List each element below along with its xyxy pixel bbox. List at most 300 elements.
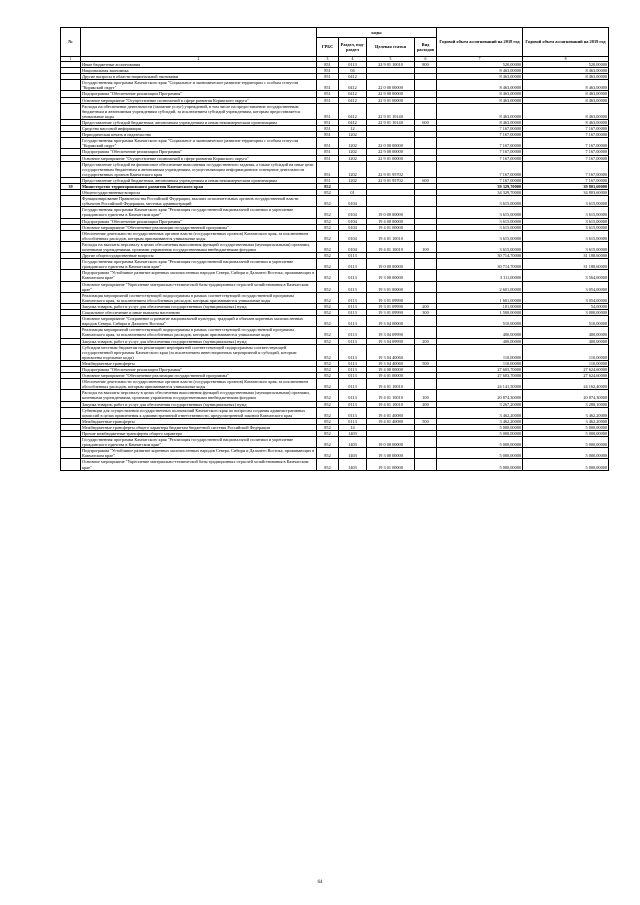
row-section: 0113: [339, 360, 367, 366]
table-row: [61, 448, 609, 459]
row-name: Субсидии местным бюджетам на реализацию мероприятий соответствующей подпрограммы соответствующей государственной программы Камчатского края (за исключением инвестиционных мероприятий и субсидий, которым присвоены отдельные коды): [81, 344, 317, 360]
row-amount-2019: 3 615,00000: [523, 241, 609, 252]
table-row: [61, 379, 609, 390]
row-name: Другие вопросы в области национальной экономики: [81, 74, 317, 80]
row-grbs: 852: [317, 316, 339, 327]
row-target: 19 3 04 40060: [367, 344, 415, 360]
row-grbs: 851: [317, 161, 339, 177]
table-row: [61, 259, 609, 270]
row-section: 1202: [339, 155, 367, 161]
row-amount-2019: 5 000,00000: [523, 459, 609, 470]
row-grbs: 852: [317, 190, 339, 196]
row-target: 19 3 01 00000: [367, 459, 415, 470]
table-body: [61, 62, 609, 471]
row-grbs: 852: [317, 431, 339, 437]
row-section: 0113: [339, 62, 367, 68]
row-target: 19 3 01 09990: [367, 310, 415, 316]
row-section: 0113: [339, 316, 367, 327]
row-amount-2018: 27 603,70000: [437, 366, 523, 372]
row-amount-2019: 27 624,60000: [523, 373, 609, 379]
row-name: Общегосударственные вопросы: [81, 190, 317, 196]
row-target: 22 9 01 00000: [367, 97, 415, 103]
row-section: 0113: [339, 366, 367, 372]
row-name: Государственная программа Камчатского края "Социальное и экономическое развитие территории с особым статусом "Корякский округ": [81, 138, 317, 149]
row-target: 19 3 04 09990: [367, 338, 415, 344]
row-grbs: 852: [317, 241, 339, 252]
row-name: Основное мероприятие "Укрепление материально-технической базы традиционных отраслей хозяйствования в Камчатском крае": [81, 281, 317, 292]
row-target: 19 4 01 40080: [367, 418, 415, 424]
column-index: 8: [523, 57, 609, 62]
row-amount-2018: 110,00000: [437, 360, 523, 366]
table-row: [61, 327, 609, 338]
row-name: Подпрограмма "Обеспечение реализации Программы": [81, 218, 317, 224]
row-grbs: 852: [317, 448, 339, 459]
row-number: [61, 316, 81, 327]
row-section: 0104: [339, 196, 367, 207]
row-amount-2019: 3 564,00000: [523, 270, 609, 281]
row-vr: [415, 316, 437, 327]
row-section: 1202: [339, 161, 367, 177]
table-row: [61, 437, 609, 448]
row-section: 1202: [339, 149, 367, 155]
row-section: 0104: [339, 218, 367, 224]
row-name: Прочие межбюджетные трансферты общего характера: [81, 431, 317, 437]
table-row: [61, 80, 609, 91]
row-vr: [415, 281, 437, 292]
row-vr: 200: [415, 303, 437, 309]
row-target: 22 9 01 95702: [367, 177, 415, 183]
row-amount-2019: 7 167,00000: [523, 155, 609, 161]
row-target: 19 3 01 09990: [367, 303, 415, 309]
row-amount-2019: 7 167,00000: [523, 149, 609, 155]
row-vr: 300: [415, 310, 437, 316]
row-grbs: 851: [317, 103, 339, 119]
row-name: Основное мероприятие "Укрепление материально-технической базы традиционных отраслей хозяйствования в Камчатском крае": [81, 459, 317, 470]
row-number: [61, 270, 81, 281]
row-amount-2018: 5 000,00000: [437, 459, 523, 470]
row-section: 0113: [339, 303, 367, 309]
row-target: 19 0 00 00000: [367, 259, 415, 270]
row-vr: 600: [415, 119, 437, 125]
row-amount-2018: 1 500,00000: [437, 310, 523, 316]
row-number: [61, 459, 81, 470]
row-section: 0113: [339, 390, 367, 401]
row-name: Государственная программа Камчатского края "Социальное и экономическое развитие территории с особым статусом "Корякский округ": [81, 80, 317, 91]
row-number: [61, 344, 81, 360]
row-number: 39: [61, 183, 81, 189]
row-section: 0113: [339, 418, 367, 424]
row-grbs: 852: [317, 373, 339, 379]
row-target: 19 4 01 10010: [367, 230, 415, 241]
row-amount-2019: 8 463,00000: [523, 74, 609, 80]
row-amount-2018: 7 167,00000: [437, 177, 523, 183]
row-grbs: 852: [317, 459, 339, 470]
row-section: 0113: [339, 327, 367, 338]
row-amount-2018: 400,00000: [437, 327, 523, 338]
row-grbs: 852: [317, 327, 339, 338]
table-row: [61, 390, 609, 401]
column-index: 1: [61, 57, 81, 62]
row-vr: [415, 207, 437, 218]
row-amount-2018: 7 167,00000: [437, 149, 523, 155]
row-vr: [415, 259, 437, 270]
row-number: [61, 407, 81, 418]
row-section: 0412: [339, 119, 367, 125]
budget-table: [60, 27, 609, 471]
row-number: [61, 379, 81, 390]
row-amount-2018: 520,00000: [437, 62, 523, 68]
header-name: [81, 28, 317, 57]
row-amount-2018: 3 267,20000: [437, 401, 523, 407]
row-amount-2019: 400,00000: [523, 338, 609, 344]
row-name: Основное мероприятие "Осуществление полномочий в сфере развития Корякского округа": [81, 155, 317, 161]
row-section: 1202: [339, 138, 367, 149]
header-target: Целевая статья: [367, 38, 415, 57]
row-amount-2018: 7 167,00000: [437, 132, 523, 138]
row-amount-2019: 7 167,00000: [523, 132, 609, 138]
row-section: 0412: [339, 74, 367, 80]
row-name: Подпрограмма "Обеспечение реализации Программы": [81, 91, 317, 97]
row-grbs: 852: [317, 230, 339, 241]
table-row: [61, 292, 609, 303]
row-amount-2019: 54,00000: [523, 303, 609, 309]
row-vr: [415, 161, 437, 177]
table-row: [61, 316, 609, 327]
row-number: [61, 196, 81, 207]
row-vr: 200: [415, 401, 437, 407]
row-target: 22 9 00 00000: [367, 91, 415, 97]
row-name: Социальное обеспечение и иные выплаты населению: [81, 310, 317, 316]
row-amount-2018: 27 603,70000: [437, 373, 523, 379]
row-name: Расходы на обеспечение деятельности (оказание услуг) учреждений, в том числе на предоставление государственным бюджетным и автономным учреждениям субсидий, за исключением субсидий учреждениям, которым предоставляется уникальные коды: [81, 103, 317, 119]
row-grbs: 851: [317, 80, 339, 91]
row-name: Подпрограмма "Обеспечение реализации Программы": [81, 149, 317, 155]
header-section: Раздел, под-раздел: [339, 38, 367, 57]
table-row: [61, 161, 609, 177]
row-number: [61, 292, 81, 303]
row-section: 1403: [339, 437, 367, 448]
column-index: 6: [415, 57, 437, 62]
row-vr: 500: [415, 360, 437, 366]
row-number: [61, 241, 81, 252]
row-vr: 800: [415, 62, 437, 68]
row-amount-2019: 3 615,00000: [523, 207, 609, 218]
row-amount-2018: 5 000,00000: [437, 448, 523, 459]
row-vr: [415, 230, 437, 241]
row-grbs: 852: [317, 253, 339, 259]
row-amount-2018: 3 111,00000: [437, 270, 523, 281]
row-target: 22 9 01 10010: [367, 62, 415, 68]
row-amount-2019: 5 000,00000: [523, 437, 609, 448]
row-name: Предоставление субсидий бюджетным, автономным учреждениям и иным некоммерческим организациям: [81, 119, 317, 125]
row-amount-2019: 8 463,00000: [523, 97, 609, 103]
row-grbs: 852: [317, 310, 339, 316]
column-index: 2: [81, 57, 317, 62]
row-amount-2019: 24 162,40000: [523, 379, 609, 390]
row-target: 19 4 00 00000: [367, 366, 415, 372]
row-grbs: 852: [317, 390, 339, 401]
row-amount-2019: 7 167,00000: [523, 177, 609, 183]
row-section: 14: [339, 424, 367, 430]
row-amount-2019: 8 463,00000: [523, 68, 609, 74]
row-name: Другие общегосударственные вопросы: [81, 253, 317, 259]
row-amount-2019: 31 188,60000: [523, 253, 609, 259]
row-number: [61, 80, 81, 91]
row-amount-2018: 3 615,00000: [437, 230, 523, 241]
header-num: №: [61, 28, 81, 57]
row-amount-2018: 400,00000: [437, 338, 523, 344]
row-target: 19 4 00 00000: [367, 218, 415, 224]
row-amount-2019: 520,00000: [523, 62, 609, 68]
row-amount-2019: 3 288,10000: [523, 401, 609, 407]
row-grbs: 852: [317, 218, 339, 224]
row-section: 0412: [339, 80, 367, 91]
row-target: 19 4 01 10010: [367, 401, 415, 407]
row-amount-2019: 3 054,00000: [523, 292, 609, 303]
row-amount-2018: 8 463,00000: [437, 68, 523, 74]
row-name: Подпрограмма "Устойчивое развитие коренных малочисленных народов Севера, Сибири и Дальнего Востока, проживающих в Камчатском крае": [81, 270, 317, 281]
row-amount-2018: 8 463,00000: [437, 97, 523, 103]
table-row: [61, 344, 609, 360]
row-grbs: 851: [317, 119, 339, 125]
header-2018: Годовой объем ассигнований на 2018 год: [437, 28, 523, 57]
row-number: [61, 103, 81, 119]
row-grbs: 852: [317, 424, 339, 430]
row-grbs: 852: [317, 281, 339, 292]
row-amount-2019: 39 803,60000: [523, 183, 609, 189]
row-section: 0113: [339, 344, 367, 360]
row-name: Государственная программа Камчатского края "Реализация государственной национальной политики и укрепление гражданского единства в Камчатском крае": [81, 259, 317, 270]
row-amount-2018: 3 615,00000: [437, 218, 523, 224]
row-grbs: 852: [317, 418, 339, 424]
row-grbs: 851: [317, 62, 339, 68]
row-amount-2019: 510,00000: [523, 316, 609, 327]
row-amount-2019: 3 615,00000: [523, 196, 609, 207]
row-grbs: 851: [317, 74, 339, 80]
row-section: 0113: [339, 253, 367, 259]
row-vr: [415, 379, 437, 390]
row-amount-2018: 5 000,00000: [437, 437, 523, 448]
row-name: Подпрограмма "Устойчивое развитие коренных малочисленных народов Севера, Сибири и Дальнего Востока, проживающих в Камчатском крае": [81, 448, 317, 459]
row-vr: [415, 327, 437, 338]
row-name: Государственная программа Камчатского края "Реализация государственной национальной политики и укрепление гражданского единства в Камчатском крае": [81, 437, 317, 448]
row-amount-2019: 400,00000: [523, 327, 609, 338]
row-number: [61, 390, 81, 401]
row-section: 1403: [339, 448, 367, 459]
row-grbs: 852: [317, 401, 339, 407]
row-vr: [415, 344, 437, 360]
row-amount-2019: 5 000,00000: [523, 431, 609, 437]
row-target: 19 4 01 10010: [367, 241, 415, 252]
row-target: 19 4 01 10010: [367, 390, 415, 401]
table-row: [61, 103, 609, 119]
row-name: Реализация мероприятий соответствующей подпрограммы в рамках соответствующей государственной программы Камчатского края, за исключением обособленных расходов, которым присваиваются уникальные коды: [81, 327, 317, 338]
row-grbs: 852: [317, 207, 339, 218]
row-name: Периодическая печать и издательства: [81, 132, 317, 138]
row-section: 0104: [339, 224, 367, 230]
row-grbs: 852: [317, 407, 339, 418]
row-amount-2018: 1 601,00000: [437, 292, 523, 303]
row-section: 0412: [339, 91, 367, 97]
row-number: [61, 437, 81, 448]
row-section: 12: [339, 126, 367, 132]
table-row: [61, 196, 609, 207]
row-grbs: 851: [317, 97, 339, 103]
row-target: 19 3 01 00000: [367, 281, 415, 292]
row-vr: [415, 270, 437, 281]
row-amount-2018: 8 463,00000: [437, 119, 523, 125]
row-target: 19 4 01 00000: [367, 373, 415, 379]
row-section: 0113: [339, 407, 367, 418]
row-grbs: 852: [317, 292, 339, 303]
row-amount-2019: 7 167,00000: [523, 161, 609, 177]
row-amount-2019: 3 462,20000: [523, 407, 609, 418]
row-target: 19 3 04 00000: [367, 316, 415, 327]
row-section: 0104: [339, 230, 367, 241]
row-section: 1202: [339, 132, 367, 138]
row-amount-2018: 3 462,20000: [437, 418, 523, 424]
row-name: Межбюджетные трансферты общего характера бюджетам бюджетной системы Российской Федерации: [81, 424, 317, 430]
row-name: Обеспечение деятельности государственных органов власти (государственных органов) Камчатского края, за исключением обособленных расходов, которым присваиваются уникальные коды: [81, 379, 317, 390]
table-row: [61, 138, 609, 149]
row-grbs: 852: [317, 338, 339, 344]
row-name: Подпрограмма "Обеспечение реализации Программы": [81, 366, 317, 372]
row-section: 1403: [339, 459, 367, 470]
row-section: 0104: [339, 241, 367, 252]
row-section: 0113: [339, 338, 367, 344]
column-index: 7: [437, 57, 523, 62]
row-number: [61, 207, 81, 218]
row-name: Функционирование Правительства Российской Федерации, высших исполнительных органов государственной власти субъектов Российской Федерации, местных администраций: [81, 196, 317, 207]
row-amount-2018: 3 615,00000: [437, 241, 523, 252]
row-number: [61, 138, 81, 149]
column-index: 5: [367, 57, 415, 62]
row-section: 0113: [339, 281, 367, 292]
row-amount-2018: 7 167,00000: [437, 126, 523, 132]
row-section: 0113: [339, 292, 367, 303]
row-amount-2019: 20 874,30000: [523, 390, 609, 401]
row-vr: [415, 437, 437, 448]
row-amount-2019: 8 463,00000: [523, 80, 609, 91]
row-amount-2018: 3 615,00000: [437, 224, 523, 230]
row-amount-2018: 510,00000: [437, 316, 523, 327]
row-name: Субвенции для осуществления государственных полномочий Камчатского края по вопросам создания административных комиссий в целях привлечения к административной ответственности, предусмотренной законом Камчатского края: [81, 407, 317, 418]
row-name: Предоставление субсидий бюджетным, автономным учреждениям и иным некоммерческим организациям: [81, 177, 317, 183]
row-name: Национальная экономика: [81, 68, 317, 74]
row-name: Государственная программа Камчатского края "Реализация государственной национальной политики и укрепление гражданского единства в Камчатском крае": [81, 207, 317, 218]
row-amount-2019: 34 803,60000: [523, 190, 609, 196]
row-section: 0113: [339, 310, 367, 316]
table-row: [61, 459, 609, 470]
row-amount-2018: 101,00000: [437, 303, 523, 309]
row-section: 04: [339, 68, 367, 74]
row-grbs: 852: [317, 224, 339, 230]
row-target: 19 0 00 00000: [367, 207, 415, 218]
row-target: 19 3 00 00000: [367, 270, 415, 281]
table-row: [61, 407, 609, 418]
row-grbs: 851: [317, 91, 339, 97]
budget-table-sheet: [60, 27, 608, 471]
row-grbs: 851: [317, 132, 339, 138]
row-section: 0113: [339, 270, 367, 281]
row-amount-2019: 7 167,00000: [523, 126, 609, 132]
row-grbs: 851: [317, 126, 339, 132]
row-grbs: 851: [317, 155, 339, 161]
row-grbs: 852: [317, 259, 339, 270]
row-number: [61, 230, 81, 241]
row-grbs: 851: [317, 149, 339, 155]
row-target: 22 9 01 00000: [367, 155, 415, 161]
row-amount-2019: 3 054,00000: [523, 281, 609, 292]
row-section: 0113: [339, 379, 367, 390]
page-number: 64: [317, 880, 323, 885]
row-name: Предоставление субсидий на финансовое обеспечение выполнения государственного задания, а также субсидий на иные цели государственным бюджетным и автономным учреждениям, осуществляющим информационное освещение деятельности государственных органов Камчатского края: [81, 161, 317, 177]
row-amount-2018: 34 329,70000: [437, 190, 523, 196]
row-target: 22 9 01 10140: [367, 103, 415, 119]
row-name: Расходы на выплаты персоналу в целях обеспечения выполнения функций государственными (муниципальными) органами, казенными учреждениями, органами управления государственными внебюджетными фондами: [81, 241, 317, 252]
row-grbs: 852: [317, 379, 339, 390]
row-target: 19 3 01 09990: [367, 292, 415, 303]
row-grbs: 852: [317, 270, 339, 281]
row-amount-2018: 3 615,00000: [437, 207, 523, 218]
row-grbs: 851: [317, 138, 339, 149]
row-vr: [415, 138, 437, 149]
row-target: 19 4 01 40080: [367, 407, 415, 418]
row-grbs: 852: [317, 360, 339, 366]
row-amount-2018: 110,00000: [437, 344, 523, 360]
row-target: 19 4 01 10010: [367, 379, 415, 390]
row-amount-2018: 30 714,70000: [437, 259, 523, 270]
row-amount-2019: 3 462,20000: [523, 418, 609, 424]
row-name: Закупка товаров, работ и услуг для обеспечения государственных (муниципальных) нужд: [81, 303, 317, 309]
row-amount-2019: 3 615,00000: [523, 218, 609, 224]
row-target: 19 0 00 00000: [367, 437, 415, 448]
row-number: [61, 327, 81, 338]
row-name: Основное мероприятие "Обеспечение реализации государственной программы": [81, 373, 317, 379]
row-vr: 500: [415, 418, 437, 424]
header-row-top: [61, 28, 609, 38]
row-target: 22 9 00 00000: [367, 149, 415, 155]
row-grbs: 852: [317, 183, 339, 189]
header-grbs: ГРБС: [317, 38, 339, 57]
row-amount-2019: 8 463,00000: [523, 91, 609, 97]
column-index: 3: [317, 57, 339, 62]
table-row: [61, 270, 609, 281]
row-section: 0113: [339, 373, 367, 379]
row-vr: [415, 292, 437, 303]
row-grbs: 851: [317, 177, 339, 183]
header-2019: Годовой объем ассигнований на 2019 год: [523, 28, 609, 57]
row-vr: 600: [415, 177, 437, 183]
row-amount-2018: 3 615,00000: [437, 196, 523, 207]
row-name: Обеспечение деятельности государственных органов власти (государственных органов) Камчатского края, за исключением обособленных расходов, которым присваиваются уникальные коды: [81, 230, 317, 241]
row-vr: 100: [415, 241, 437, 252]
row-amount-2019: 8 463,00000: [523, 103, 609, 119]
header-codes: коды: [317, 28, 437, 38]
row-amount-2018: 5 000,00000: [437, 424, 523, 430]
row-section: 0412: [339, 103, 367, 119]
row-amount-2018: 5 000,00000: [437, 431, 523, 437]
row-section: 0104: [339, 207, 367, 218]
row-name: Закупка товаров, работ и услуг для обеспечения государственных (муниципальных) нужд: [81, 338, 317, 344]
row-amount-2019: 110,00000: [523, 344, 609, 360]
row-grbs: 852: [317, 196, 339, 207]
row-grbs: 851: [317, 68, 339, 74]
row-amount-2018: 7 167,00000: [437, 161, 523, 177]
row-number: [61, 161, 81, 177]
row-amount-2019: 31 188,60000: [523, 259, 609, 270]
row-section: 1403: [339, 431, 367, 437]
